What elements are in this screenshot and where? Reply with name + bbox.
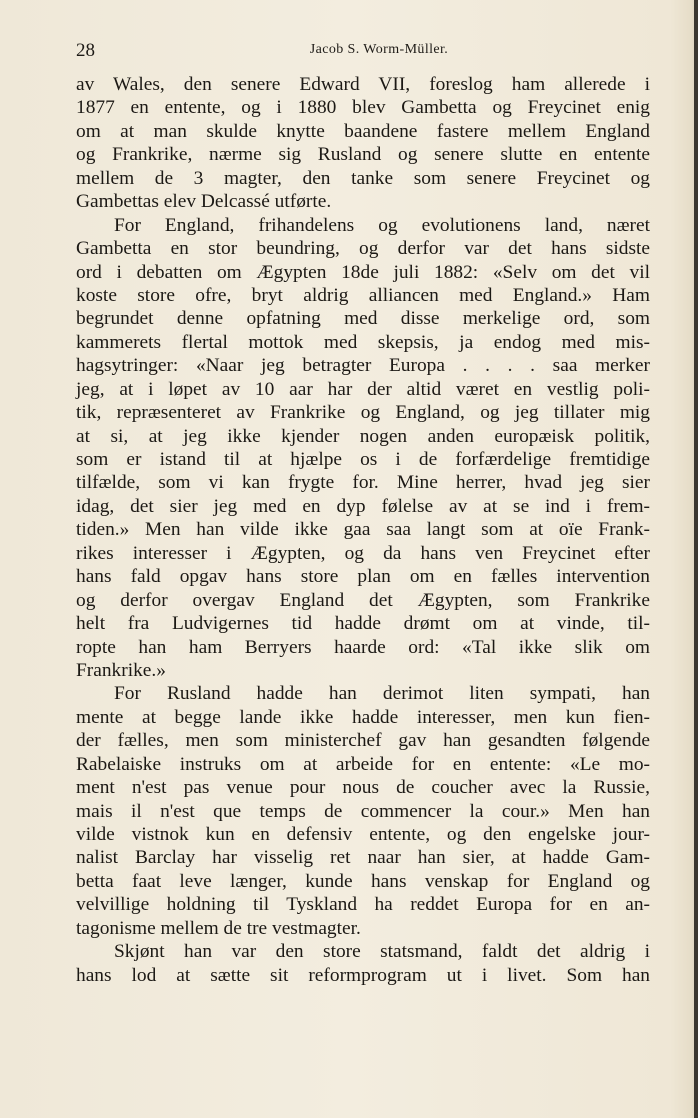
- text-line: idag, det sier jeg med en dyp følelse av at se ind i frem-: [76, 495, 650, 517]
- text-line: Skjønt han var den store statsmand, faldt det aldrig i: [114, 941, 650, 963]
- text-line: ropte han ham Berryers haarde ord: «Tal ikke slik om: [76, 636, 650, 658]
- text-line: hagsytringer: «Naar jeg betragter Europa . . . . saa merker: [76, 355, 650, 377]
- body-text: [76, 73, 650, 987]
- text-line: Gambettas elev Delcassé utførte.: [76, 191, 332, 213]
- text-line: hans fald opgav hans store plan om en fælles intervention: [76, 566, 650, 588]
- text-line: mais il n'est que temps de commencer la cour.» Men han: [76, 800, 650, 822]
- text-line: jeg, at i løpet av 10 aar har der altid været en vestlig poli-: [76, 378, 650, 400]
- running-header: [76, 40, 652, 62]
- text-line: rikes interesser i Ægypten, og da hans ven Freycinet efter: [76, 542, 650, 564]
- text-line: og Frankrike, nærme sig Rusland og senere slutte en entente: [76, 144, 650, 166]
- page-number: 28: [76, 40, 95, 61]
- text-line: at si, at jeg ikke kjender nogen anden europæisk politik,: [76, 425, 650, 447]
- text-line: Gambetta en stor beundring, og derfor var det hans sidste: [76, 238, 650, 260]
- text-line: om at man skulde knytte baandene fastere mellem England: [76, 120, 650, 142]
- text-line: og derfor overgav England det Ægypten, som Frankrike: [76, 589, 650, 611]
- text-line: For England, frihandelens og evolutionens land, næret: [114, 214, 650, 236]
- text-line: kammerets flertal mottok med skepsis, ja endog med mis-: [76, 331, 650, 353]
- text-line: ord i debatten om Ægypten 18de juli 1882: «Selv om det vil: [76, 261, 650, 283]
- text-line: helt fra Ludvigernes tid hadde drømt om at vinde, til-: [76, 613, 650, 635]
- text-line: ment n'est pas venue pour nous de coucher avec la Russie,: [76, 777, 650, 799]
- text-line: tilfælde, som vi kan frygte for. Mine herrer, hvad jeg sier: [76, 472, 650, 494]
- text-line: Rabelaiske instruks om at arbeide for en entente: «Le mo-: [76, 753, 650, 775]
- text-line: mellem de 3 magter, den tanke som senere Freycinet og: [76, 167, 650, 189]
- text-line: der fælles, men som ministerchef gav han gesandten følgende: [76, 730, 650, 752]
- text-line: betta faat leve længer, kunde hans venskap for England og: [76, 870, 650, 892]
- text-line: tagonisme mellem de tre vestmagter.: [76, 917, 361, 939]
- text-line: 1877 en entente, og i 1880 blev Gambetta og Freycinet enig: [76, 97, 650, 119]
- text-line: begrundet denne opfatning med disse merkelige ord, som: [76, 308, 650, 330]
- text-line: For Rusland hadde han derimot liten sympati, han: [114, 683, 650, 705]
- text-line: hans lod at sætte sit reformprogram ut i livet. Som han: [76, 964, 650, 986]
- text-line: nalist Barclay har visselig ret naar han sier, at hadde Gam-: [76, 847, 650, 869]
- text-line: Frankrike.»: [76, 659, 166, 681]
- running-title: Jacob S. Worm-Müller.: [309, 42, 449, 57]
- text-line: vilde vistnok kun en defensiv entente, og den engelske jour-: [76, 824, 650, 845]
- text-line: koste store ofre, bryt aldrig alliancen med England.» Ham: [76, 284, 650, 306]
- text-line: tik, repræsenteret av Frankrike og England, og jeg tillater mig: [76, 402, 650, 424]
- text-line: mente at begge lande ikke hadde interesser, men kun fien-: [76, 706, 650, 728]
- text-line: velvillige holdning til Tyskland ha reddet Europa for en an-: [76, 894, 650, 916]
- text-line: tiden.» Men han vilde ikke gaa saa langt som at oïe Frank-: [76, 519, 650, 541]
- page-edge-shadow: [694, 0, 698, 1118]
- text-line: av Wales, den senere Edward VII, foreslog ham allerede i: [76, 74, 650, 95]
- text-line: som er istand til at hjælpe os i de forfærdelige fremtidige: [76, 449, 650, 470]
